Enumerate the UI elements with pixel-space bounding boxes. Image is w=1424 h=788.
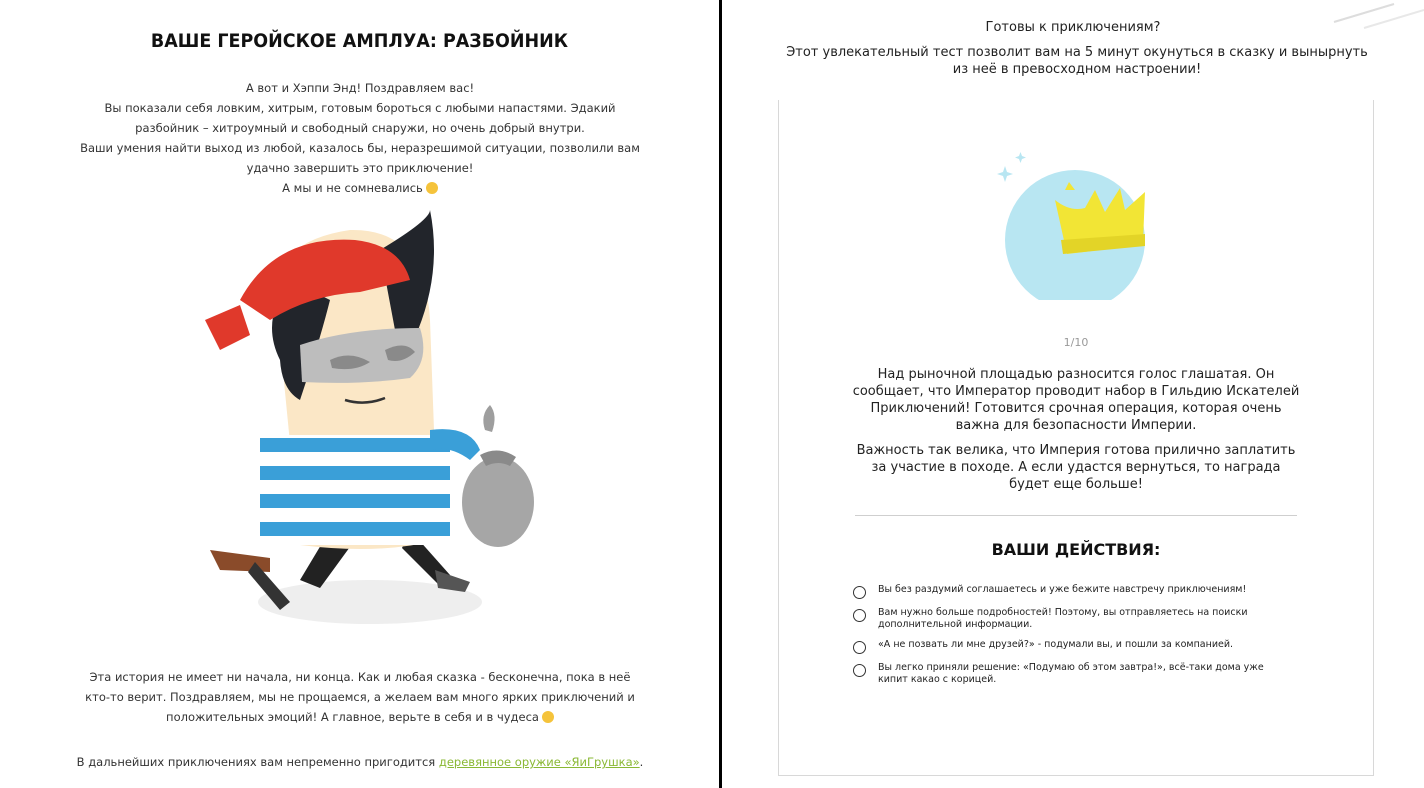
result-title: ВАШЕ ГЕРОЙСКОЕ АМПЛУА: РАЗБОЙНИК (150, 30, 569, 52)
actions-title: ВАШИ ДЕЙСТВИЯ: (991, 540, 1161, 559)
answer-options (853, 584, 1293, 694)
further-text (60, 752, 660, 772)
answer-option-label: «А не позвать ли мне друзей?» - подумали вы, и пошли за компанией. (878, 639, 1234, 650)
radio-icon[interactable] (853, 641, 866, 654)
crown-illustration (995, 150, 1165, 300)
smile-emoji-icon (426, 182, 438, 194)
result-line: А вот и Хэппи Энд! Поздравляем вас! (245, 81, 475, 95)
section-divider (855, 515, 1297, 516)
question-text (851, 366, 1301, 501)
quiz-panel (722, 0, 1424, 788)
answer-option-label: Вы без раздумий соглашаетесь и уже бежите навстречу приключениям! (878, 584, 1247, 595)
result-line: Ваши умения найти выход из любой, казалось бы, неразрешимой ситуации, позволили вам удачно завершить это приключение! (80, 141, 640, 175)
story-line-text: Эта история не имеет ни начала, ни конца. Как и любая сказка - бесконечна, пока в неё кто-то верит. Поздравляем, мы не прощаемся, а желаем вам много ярких приключений и положительных эмоций! А главное, верьте в себя и в чудеса (85, 670, 635, 724)
radio-icon[interactable] (853, 609, 866, 622)
robber-illustration (180, 210, 560, 640)
answer-option-label: Вам нужно больше подробностей! Поэтому, вы отправляетесь на поиски дополнительной информации. (878, 607, 1248, 630)
quiz-card (778, 100, 1374, 776)
answer-option[interactable] (853, 639, 1293, 654)
answer-option[interactable] (853, 662, 1293, 686)
story-text (80, 667, 640, 727)
intro-title: Готовы к приключениям? (985, 20, 1161, 35)
question-progress: 1/10 (1063, 336, 1089, 349)
further-suffix: . (639, 755, 644, 769)
answer-option[interactable] (853, 607, 1293, 631)
wooden-weapon-link[interactable]: деревянное оружие «ЯиГрушка» (438, 755, 640, 769)
radio-icon[interactable] (853, 586, 866, 599)
smile-emoji-icon (542, 711, 554, 723)
further-prefix: В дальнейших приключениях вам непременно пригодится (76, 755, 439, 769)
result-line-text: А мы и не сомневались (282, 181, 423, 195)
answer-option[interactable] (853, 584, 1293, 599)
intro-text: Этот увлекательный тест позволит вам на 5 минут окунуться в сказку и вынырнуть из неё в превосходном настроении! (786, 45, 1368, 77)
question-paragraph: Важность так велика, что Империя готова прилично заплатить за участие в походе. А если удастся вернуться, то награда будет еще больше! (856, 443, 1296, 492)
result-description (80, 78, 640, 198)
story-line (80, 667, 640, 727)
question-paragraph: Над рыночной площадью разносится голос глашатая. Он сообщает, что Император проводит набор в Гильдию Искателей Приключений! Готовится срочная операция, которая очень важна для безопасности Империи. (852, 367, 1300, 433)
result-line (80, 178, 640, 198)
result-line: Вы показали себя ловким, хитрым, готовым бороться с любыми напастями. Эдакий разбойник – хитроумный и свободный снаружи, но очень добрый внутри. (104, 101, 616, 135)
answer-option-label: Вы легко приняли решение: «Подумаю об этом завтра!», всё-таки дома уже кипит какао с корицей. (878, 662, 1264, 685)
radio-icon[interactable] (853, 664, 866, 677)
